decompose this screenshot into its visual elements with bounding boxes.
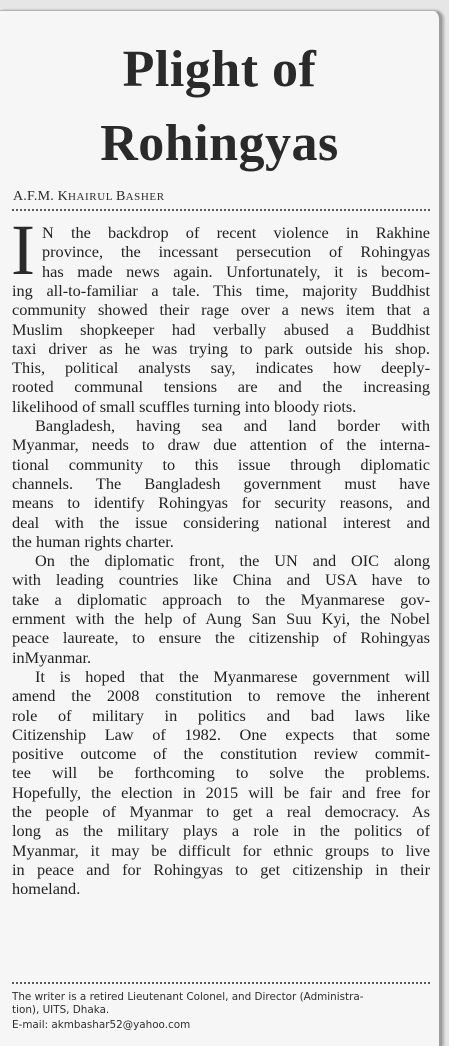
body-line: channels. The Bangladesh government must have <box>12 473 430 493</box>
dotted-divider-top <box>12 209 430 211</box>
body-line: Myanmar, needs to draw due attention of the interna- <box>12 435 430 455</box>
body-line: take a diplomatic approach to the Myanmarese gov- <box>12 589 430 609</box>
body-line: community showed their rage over a news item that a <box>12 300 430 320</box>
body-line: long as the military plays a role in the politics of <box>12 821 430 841</box>
body-line: peace laureate, to ensure the citizenship of Rohingyas <box>12 628 430 648</box>
byline-b: B <box>116 189 126 204</box>
byline-k: K <box>57 189 68 204</box>
body-line: taxi driver as he was trying to park outside his shop. <box>12 338 430 358</box>
body-line: amend the 2008 constitution to remove the inherent <box>12 686 430 706</box>
byline-asher: ASHER <box>125 191 165 203</box>
body-line: in peace and for Rohingyas to get citizenship in their <box>12 859 430 879</box>
body-line: Muslim shopkeeper had verbally abused a Buddhist <box>12 319 430 339</box>
body-line: This, political analysts say, indicates how deeply- <box>12 358 430 378</box>
headline-line-2: Rohingyas <box>100 115 339 172</box>
body-line: Citizenship Law of 1982. One expects that some <box>12 724 430 744</box>
body-line: ernment with the help of Aung San Suu Kyi, the Nobel <box>12 609 430 628</box>
body-line: Bangladesh, having sea and land border with <box>35 416 430 435</box>
dotted-divider-bottom <box>12 982 430 984</box>
body-line: has made news again. Unfortunately, it is becom- <box>42 261 430 281</box>
author-email: E-mail: akmbashar52@yahoo.com <box>12 1019 191 1031</box>
body-line: Hopefully, the election in 2015 will be fair and free for <box>12 782 430 802</box>
body-line: the people of Myanmar to get a real democracy. As <box>12 802 430 821</box>
body-line: with leading countries like China and USA have to <box>12 570 430 590</box>
body-line: province, the incessant persecution of Rohingyas <box>42 242 430 262</box>
body-line: likelihood of small scuffles turning into bloody riots. <box>12 396 357 416</box>
body-line: rooted communal tensions are and the increasing <box>12 377 430 397</box>
byline-hairul: HAIRUL <box>67 191 117 203</box>
body-line: the human rights charter. <box>12 531 174 551</box>
body-line: homeland. <box>12 879 81 899</box>
headline-line-1: Plight of <box>122 41 317 98</box>
body-line: tional community to this issue through diplomatic <box>12 454 430 474</box>
body-line: inMyanmar. <box>12 647 92 667</box>
body-line: deal with the issue considering national interest and <box>12 512 430 532</box>
author-note-line-2: tion), UITS, Dhaka. <box>12 1004 110 1016</box>
body-line: means to identify Rohingyas for security reasons, and <box>12 493 430 513</box>
body-line: role of military in politics and bad laws like <box>12 705 430 725</box>
byline-prefix: A.F.M. <box>13 189 58 204</box>
body-line: ing all-to-familiar a tale. This time, majority Buddhist <box>12 280 430 300</box>
author-byline <box>13 189 165 205</box>
drop-cap: I <box>11 210 35 290</box>
body-line: On the diplomatic front, the UN and OIC along <box>35 551 430 571</box>
body-line: tee will be forthcoming to solve the problems. <box>12 763 430 783</box>
body-line: positive outcome of the constitution review commit- <box>12 744 430 764</box>
body-line: Myanmar, it may be difficult for ethnic groups to live <box>12 840 430 860</box>
author-note-line-1: The writer is a retired Lieutenant Colonel, and Director (Administra- <box>12 991 364 1003</box>
body-line: N the backdrop of recent violence in Rakhine <box>42 223 430 242</box>
body-line: It is hoped that the Myanmarese government will <box>35 666 430 686</box>
